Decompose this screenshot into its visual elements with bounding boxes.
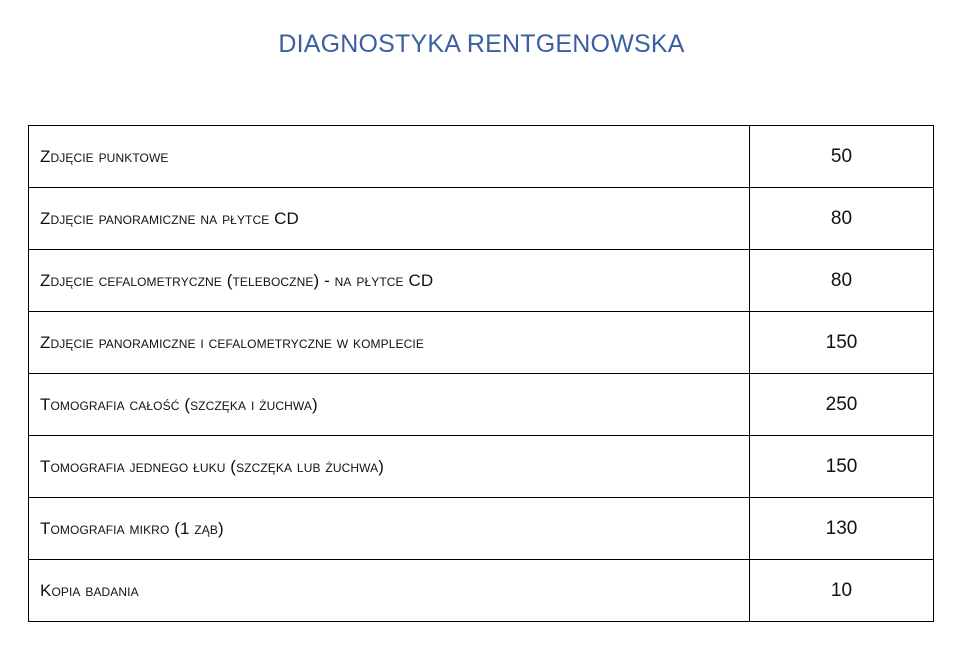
table-row (29, 436, 934, 498)
service-price: 150 (750, 312, 934, 374)
table-row (29, 560, 934, 622)
table-row (29, 374, 934, 436)
table-row (29, 498, 934, 560)
service-price: 150 (750, 436, 934, 498)
price-table (28, 125, 934, 622)
table-row (29, 250, 934, 312)
page-title: DIAGNOSTYKA RENTGENOWSKA (278, 30, 685, 58)
service-name: Zdjęcie punktowe (29, 126, 750, 188)
service-price: 250 (750, 374, 934, 436)
service-name: Tomografia jednego łuku (szczęka lub żuchwa) (29, 436, 750, 498)
table-row (29, 126, 934, 188)
service-price: 130 (750, 498, 934, 560)
service-name: Zdjęcie panoramiczne na płytce CD (29, 188, 750, 250)
service-price: 10 (750, 560, 934, 622)
service-name: Tomografia całość (szczęka i żuchwa) (29, 374, 750, 436)
service-name: Tomografia mikro (1 ząb) (29, 498, 750, 560)
service-price: 80 (750, 250, 934, 312)
table-row (29, 188, 934, 250)
service-name: Zdjęcie cefalometryczne (teleboczne) - na płytce CD (29, 250, 750, 312)
service-price: 50 (750, 126, 934, 188)
service-price: 80 (750, 188, 934, 250)
table-row (29, 312, 934, 374)
service-name: Kopia badania (29, 560, 750, 622)
service-name: Zdjęcie panoramiczne i cefalometryczne w komplecie (29, 312, 750, 374)
